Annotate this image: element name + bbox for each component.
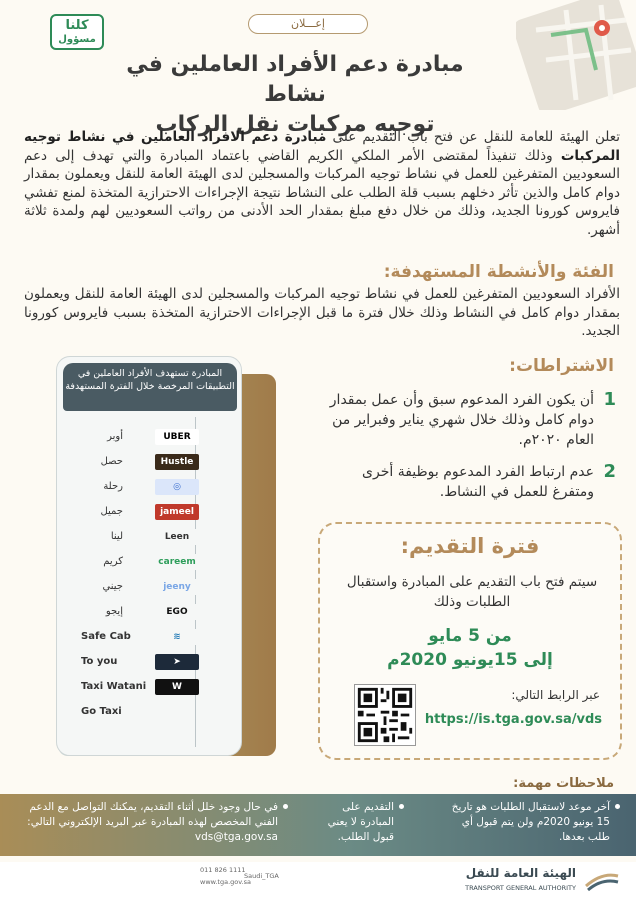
app-name: لينا — [110, 531, 123, 542]
apply-end-date: إلى 15يونيو 2020م — [387, 650, 553, 670]
app-name: حصل — [100, 456, 123, 467]
page-title: مبادرة دعم الأفراد العاملين في نشاط توجيه مركبات نقل الركاب — [126, 52, 464, 137]
note-item: التقديم على المبادرة لا يعني قبول الطلب. — [310, 800, 394, 845]
condition-text: أن يكون الفرد المدعوم سبق وأن عمل بمقدار دوام كامل وذلك خلال شهري يناير وفبراير من العام ٢٠٢٠م. — [329, 392, 594, 448]
condition-item — [316, 462, 616, 502]
app-logo-icon: W — [155, 679, 199, 695]
apply-start-date: من 5 مايو — [428, 626, 512, 646]
condition-number: 2 — [603, 461, 616, 482]
app-name: Safe Cab — [81, 631, 131, 642]
app-logo-icon: jameel — [155, 504, 199, 520]
announcement-tag: إعـــلان — [248, 14, 368, 34]
app-row — [57, 575, 243, 599]
authority-name-en: TRANSPORT GENERAL AUTHORITY — [465, 884, 576, 892]
app-name: رحلة — [103, 481, 123, 492]
phone-number: 011 826 1111 — [200, 866, 246, 874]
note-bullet-icon — [615, 804, 620, 809]
condition-item — [316, 390, 616, 450]
app-row — [57, 600, 243, 624]
kulluna-masool-logo: كلنا مسؤول — [50, 14, 104, 50]
app-logo-icon: ≋ — [155, 629, 199, 645]
app-name: إيجو — [105, 606, 123, 617]
app-name: Taxi Watani — [81, 681, 147, 692]
app-logo-icon: careem — [155, 554, 199, 570]
apply-text: سيتم فتح باب التقديم على المبادرة واستقبال الطلبات وذلك — [346, 574, 598, 610]
app-name: أوبر — [107, 431, 123, 442]
note-bullet-icon — [283, 804, 288, 809]
qr-code-icon[interactable] — [354, 684, 416, 746]
footer — [0, 862, 636, 900]
app-row — [57, 550, 243, 574]
conditions-heading: الاشتراطات: — [509, 356, 614, 376]
app-name: To you — [81, 656, 118, 667]
apply-link[interactable]: https://is.tga.gov.sa/vds — [424, 712, 602, 727]
app-name: جميل — [100, 506, 123, 517]
apply-title: فترة التقديم: — [400, 534, 540, 558]
apply-period-box — [318, 522, 622, 760]
tga-logo-icon — [584, 868, 620, 892]
app-logo-icon: jeeny — [155, 579, 199, 595]
app-logo-icon: Hustle — [155, 454, 199, 470]
app-name: جيني — [102, 581, 123, 592]
app-logo-icon: Leen — [155, 529, 199, 545]
note-bullet-icon — [399, 804, 404, 809]
note-item: في حال وجود خلل أثناء التقديم، يمكنك التواصل مع الدعم الفني المخصص لهذه المبادرة عبر البريد الإلكتروني التالي: vds@tga.gov.sa — [16, 800, 278, 845]
app-row — [57, 650, 243, 674]
target-heading: الفئة والأنشطة المستهدفة: — [383, 262, 614, 282]
website[interactable]: www.tga.gov.sa — [200, 878, 252, 886]
authority-name-ar: الهيئة العامة للنقل — [465, 866, 576, 880]
app-row — [57, 425, 243, 449]
phone-header: المبادرة تستهدف الأفراد العاملين في التطبيقات المرخصة خلال الفترة المستهدفة — [63, 363, 237, 411]
app-row — [57, 675, 243, 699]
phone-mockup — [56, 356, 242, 756]
social-handle[interactable]: Saudi_TGA — [244, 872, 279, 880]
target-text: الأفراد السعوديين المتفرغين للعمل في نشاط توجيه المركبات والمسجلين لدى الهيئة العامة للنقل ويعملون بمقدار دوام كامل في النشاط وذلك خلال فترة ما قبل الإجراءات الاحترازية المتخذة بسبب فايروس كورونا الجديد. — [24, 286, 620, 339]
note-item: آخر موعد لاستقبال الطلبات هو تاريخ 15 يونيو 2020م ولن يتم قبول أي طلب بعدها. — [440, 800, 610, 845]
notes-heading: ملاحظات مهمة: — [513, 776, 614, 791]
app-name: Go Taxi — [81, 706, 122, 717]
link-label: عبر الرابط التالي: — [511, 688, 600, 702]
app-row — [57, 450, 243, 474]
intro-paragraph: تعلن الهيئة للعامة للنقل عن فتح باب التقديم على مبادرة دعم الافراد العاملين في نشاط توجيه المركبات وذلك تنفيذاً لمقتضى الأمر الملكي الكريم القاضي باعتماد المبادرة والتي تهدف إلى دعم السعوديين المتفرغين للعمل في نشاط توجيه المركبات والمسجلين لدى الهيئة العامة للنقل ويعملون بمقدار دوام كامل والذين تأثر دخلهم بسبب قلة الطلب على النشاط نتيجة الإجراءات الاحترازية المتخذة لمنع تفشي فايروس كورونا الجديد، وذلك من خلال دفع مبلغ بمقدار الحد الأدنى من رواتب السعوديين لهم ولمدة ثلاثة أشهر. — [24, 129, 620, 238]
app-row — [57, 475, 243, 499]
app-row — [57, 525, 243, 549]
app-logo-icon: EGO — [155, 604, 199, 620]
condition-number: 1 — [603, 389, 616, 410]
condition-text: عدم ارتباط الفرد المدعوم بوظيفة أخرى ومتفرغ للعمل في النشاط. — [362, 464, 594, 500]
app-row — [57, 700, 243, 724]
app-name: كريم — [103, 556, 123, 567]
app-logo-icon: ➤ — [155, 654, 199, 670]
app-logo-icon: UBER — [155, 429, 199, 445]
notes-band — [0, 794, 636, 856]
app-row — [57, 500, 243, 524]
app-row — [57, 625, 243, 649]
map-decoration-icon — [516, 0, 636, 110]
app-logo-icon: ◎ — [155, 479, 199, 495]
